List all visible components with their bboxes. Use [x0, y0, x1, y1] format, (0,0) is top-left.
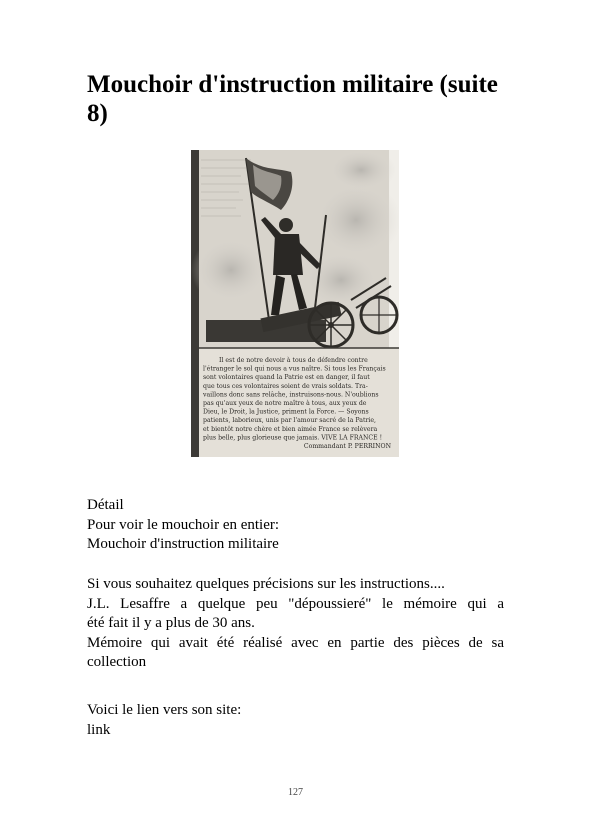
handkerchief-link[interactable]: Mouchoir d'instruction militaire: [87, 536, 279, 552]
caption-line: pas qu'aux yeux de notre maître à tous, aux yeux de: [203, 400, 367, 407]
caption-line: que tous ces volontaires soient de vrais soldats. Tra-: [203, 382, 368, 390]
instructions-line-2: J.L. Lesaffre a quelque peu "dépoussieré" le mémoire qui a: [87, 595, 504, 612]
caption-line: plus belle, plus glorieuse que jamais. VIVE LA FRANCE !: [203, 434, 383, 442]
caption-line: patients, laborieux, unis par l'amour sacré de la Patrie,: [203, 417, 377, 425]
caption-line: vaillons donc sans relâche, instruisons-nous. N'oublions: [203, 391, 379, 399]
instructions-line-3: été fait il y a plus de 30 ans.: [87, 615, 255, 631]
illustrated-handkerchief-icon: [191, 150, 399, 457]
page-title: Mouchoir d'instruction militaire (suite 8): [87, 71, 498, 127]
site-link[interactable]: link: [87, 721, 111, 738]
caption-line: Il est de notre devoir à tous de défendre contre: [219, 357, 368, 364]
view-full-text: Pour voir le mouchoir en entier:: [87, 516, 280, 533]
caption-line: et bientôt notre chère et bien aimée France se relèvera: [203, 425, 378, 433]
paragraph-detail: [87, 496, 504, 555]
instructions-line-1: Si vous souhaitez quelques précisions sur les instructions....: [87, 576, 445, 592]
caption-line: sont volontaires quand la Patrie est en danger, il faut: [203, 374, 370, 382]
caption-line: Dieu, le Droit, la Justice, priment la Force. — Soyons: [203, 408, 369, 416]
instructions-line-4: Mémoire qui avait été réalisé avec en partie des pièces de sa: [87, 634, 504, 651]
site-intro-text: Voici le lien vers son site:: [87, 702, 242, 718]
paragraph-site-link: [87, 701, 504, 740]
page-number: 127: [288, 787, 303, 798]
instructions-line-5: collection: [87, 654, 147, 670]
caption-line: Commandant P. PERRINON: [303, 443, 391, 450]
detail-label: Détail: [87, 497, 124, 513]
caption-line: l'étranger le sol qui nous a vus naître. Si tous les Français: [203, 365, 386, 373]
handkerchief-illustration: [191, 150, 399, 457]
paragraph-instructions: [87, 575, 504, 673]
